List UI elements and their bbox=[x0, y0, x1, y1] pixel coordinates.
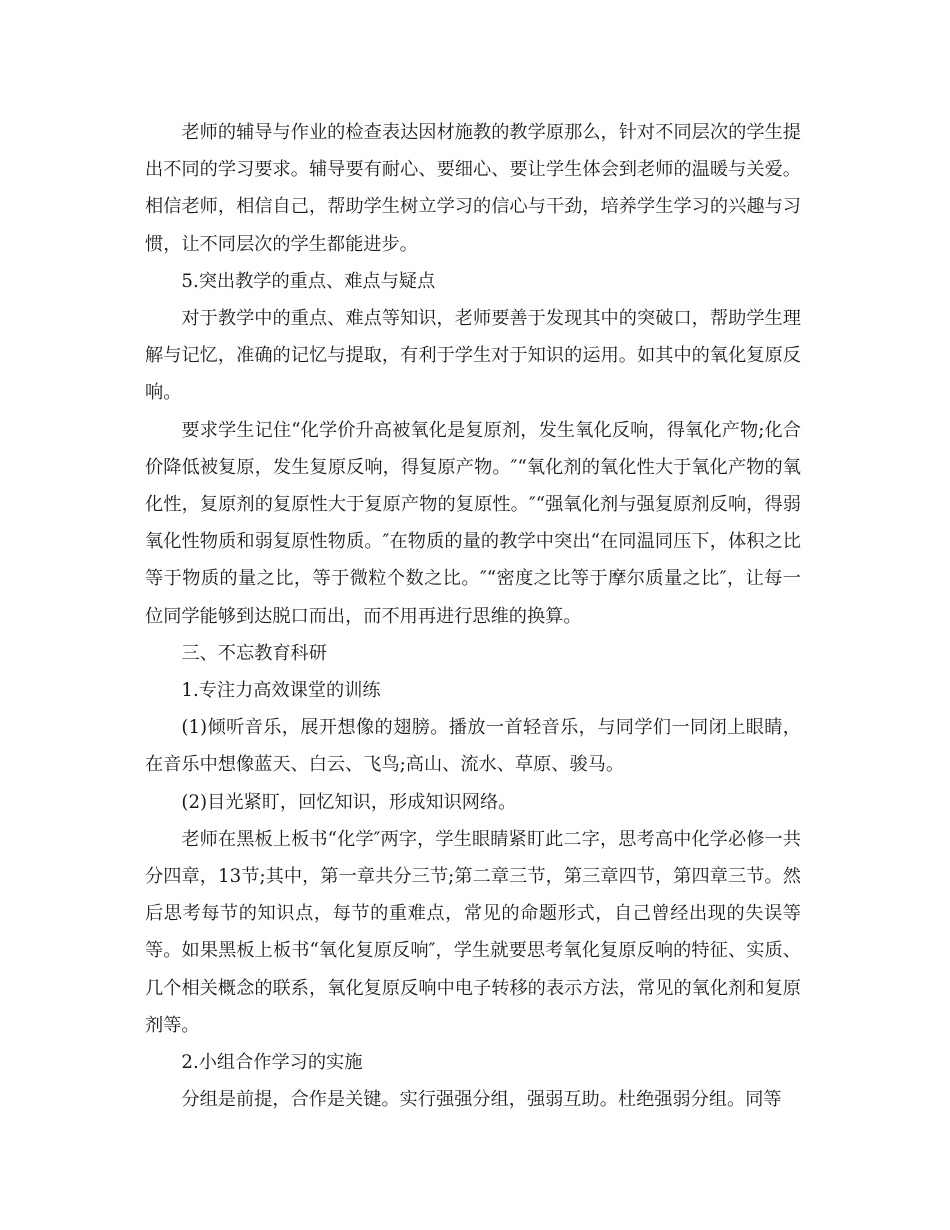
heading-group-study: 2.小组合作学习的实施 bbox=[181, 1052, 363, 1074]
paragraph-music: (1)倾听音乐，展开想像的翅膀。播放一首轻音乐，与同学们一同闭上眼睛，在音乐中想像蓝天、白云、飞鸟;高山、流水、草原、骏马。 bbox=[145, 717, 801, 776]
paragraph-memorize-rules: 要求学生记住“化学价升高被氧化是复原剂，发生氧化反响，得氧化产物;化合价降低被复原，发生复原反响，得复原产物。″“氧化剂的氧化性大于氧化产物的氧化性，复原剂的复原性大于复原产物的复原性。″“强氧化剂与强复原剂反响，得弱氧化性物质和弱复原性物质。″在物质的量的教学中突出“在同温同压下，体积之比等于物质的量之比，等于微粒个数之比。″“密度之比等于摩尔质量之比″，让每一位同学能够到达脱口而出，而不用再进行思维的换算。 bbox=[145, 419, 801, 627]
paragraph-grouping: 分组是前提，合作是关键。实行强强分组，强弱互助。杜绝强弱分组。同等 bbox=[181, 1089, 782, 1111]
document-body bbox=[145, 114, 801, 1118]
heading-research: 三、不忘教育科研 bbox=[181, 642, 327, 664]
paragraph-tutoring: 老师的辅导与作业的检查表达因材施教的教学原那么，针对不同层次的学生提出不同的学习要求。辅导要有耐心、要细心、要让学生体会到老师的温暖与关爱。相信老师，相信自己，帮助学生树立学习的信心与干劲，培养学生学习的兴趣与习惯，让不同层次的学生都能进步。 bbox=[145, 122, 801, 255]
heading-key-points: 5.突出教学的重点、难点与疑点 bbox=[181, 270, 436, 292]
heading-focus-training: 1.专注力高效课堂的训练 bbox=[181, 680, 381, 702]
paragraph-blackboard: 老师在黑板上板书“化学″两字，学生眼睛紧盯此二字，思考高中化学必修一共分四章，13节;其中，第一章共分三节;第二章三节，第三章四节，第四章三节。然后思考每节的知识点，每节的重难点，常见的命题形式，自己曾经出现的失误等等。如果黑板上板书“氧化复原反响″，学生就要思考氧化复原反响的特征、实质、几个相关概念的联系，氧化复原反响中电子转移的表示方法，常见的氧化剂和复原剂等。 bbox=[145, 828, 801, 1036]
paragraph-gaze: (2)目光紧盯，回忆知识，形成知识网络。 bbox=[181, 791, 517, 813]
paragraph-key-points: 对于教学中的重点、难点等知识，老师要善于发现其中的突破口，帮助学生理解与记忆，准确的记忆与提取，有利于学生对于知识的运用。如其中的氧化复原反响。 bbox=[145, 308, 801, 404]
